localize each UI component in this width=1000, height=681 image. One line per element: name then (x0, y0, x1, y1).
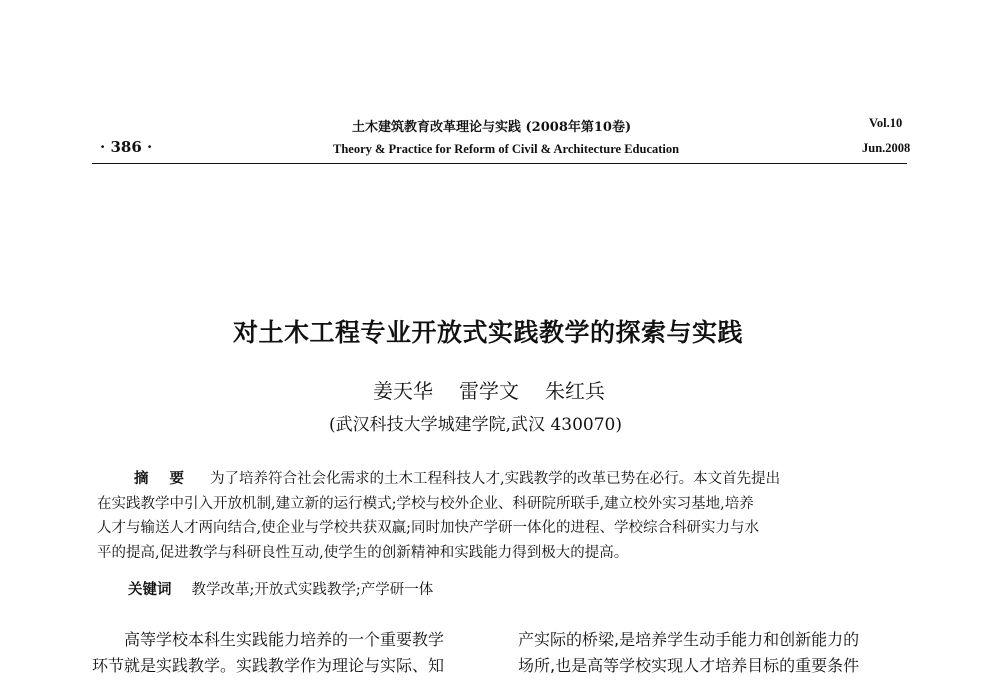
keywords-text: 教学改革;开放式实践教学;产学研一体 (191, 582, 434, 598)
body-column-right (518, 627, 859, 679)
page-number: · 386 · (100, 138, 153, 156)
abstract-line-1 (97, 467, 907, 492)
abstract-line-4: 平的提高,促进教学与科研良性互动,使学生的创新精神和实践能力得到极大的提高。 (97, 544, 629, 561)
author-affiliation: (武汉科技大学城建学院,武汉 430070) (329, 415, 622, 435)
abstract-line-3: 人才与输送人才两向结合,使企业与学校共获双赢;同时加快产学研一体化的进程、学校综合科研实力与水 (97, 520, 759, 536)
volume-label: Vol.10 (869, 116, 903, 130)
abstract (97, 467, 907, 565)
journal-title-en: Theory & Practice for Reform of Civil & Architecture Education (333, 142, 680, 156)
body-paragraph-line: 高等学校本科生实践能力培养的一个重要教学 (124, 630, 445, 649)
author-name: 姜天华 (373, 379, 433, 403)
abstract-line-2: 在实践教学中引入开放机制,建立新的运行模式;学校与校外企业、科研院所联手,建立校外实习基地,培养 (97, 495, 754, 512)
body-paragraph-line: 产实际的桥梁,是培养学生动手能力和创新能力的 (518, 630, 860, 649)
keywords-label: 关键词 (128, 581, 172, 598)
journal-title-cn: 土木建筑教育改革理论与实践 (2008年第10卷) (352, 120, 632, 135)
issue-date: Jun.2008 (862, 141, 911, 155)
body-paragraph-line: 场所,也是高等学校实现人才培养目标的重要条件 (518, 656, 860, 675)
abstract-text: 为了培养符合社会化需求的土木工程科技人才,实践教学的改革已势在必行。本文首先提出 (210, 471, 781, 487)
author-name: 雷学文 (459, 379, 519, 403)
abstract-label: 摘 要 (134, 470, 193, 487)
article-title: 对土木工程专业开放式实践教学的探索与实践 (233, 318, 744, 347)
keywords (128, 578, 433, 599)
author-name: 朱红兵 (545, 379, 605, 403)
body-paragraph-line: 环节就是实践教学。实践教学作为理论与实际、知 (92, 656, 445, 675)
header-divider (92, 163, 907, 164)
author-list (373, 375, 605, 404)
body-column-left (92, 627, 444, 679)
